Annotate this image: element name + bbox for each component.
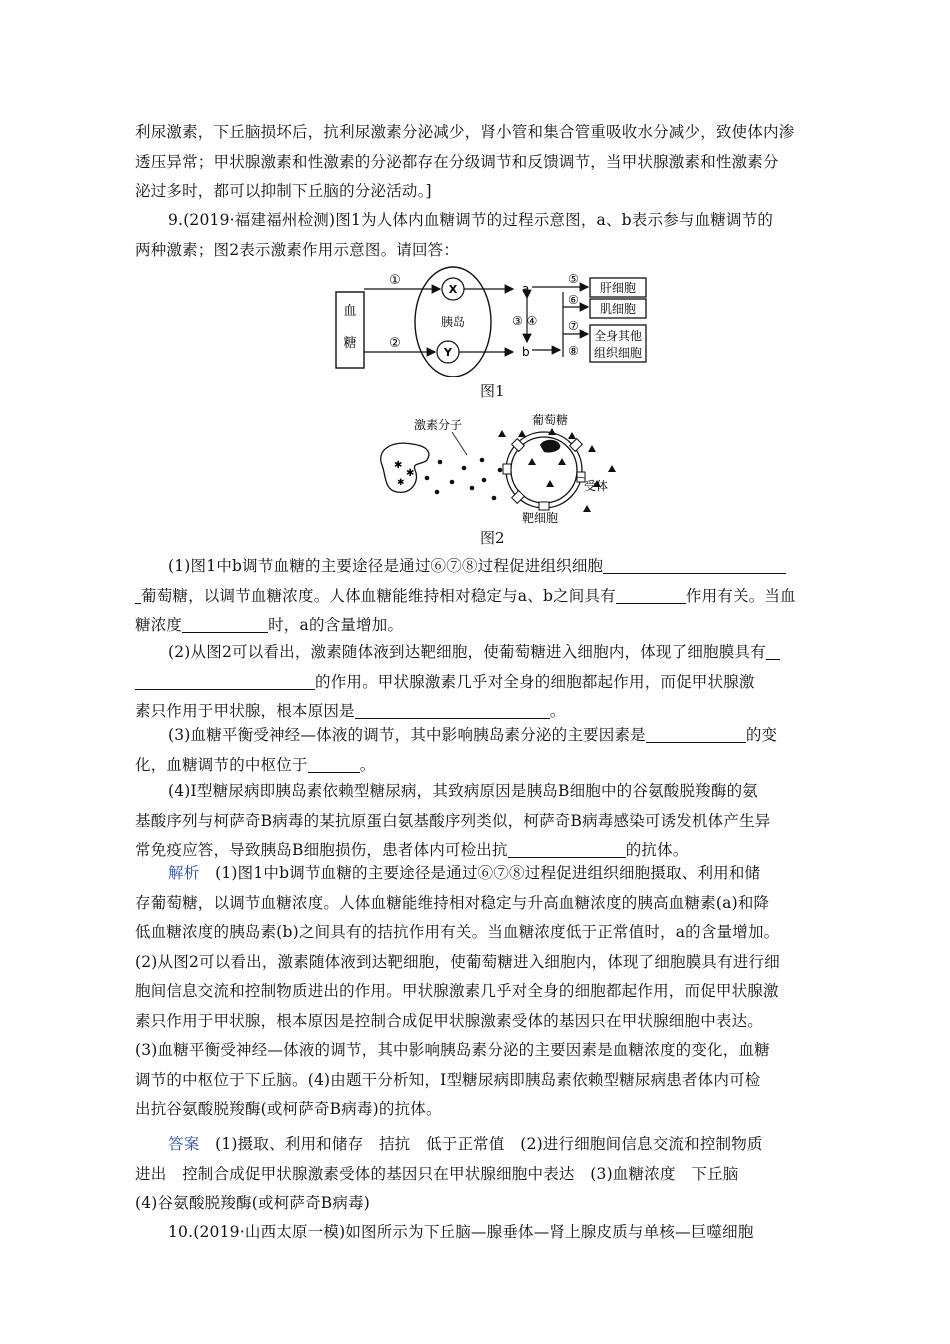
intro-paragraph bbox=[135, 118, 818, 207]
text-line: 调节的中枢位于下丘脑。(4)由题干分析知，Ⅰ型糖尿病即胰岛素依赖型糖尿病患者体内可检 bbox=[135, 1070, 761, 1089]
step-2-label: ② bbox=[389, 336, 401, 351]
text-run: 时，a的含量增加。 bbox=[268, 616, 404, 634]
answer-blank[interactable] bbox=[603, 555, 786, 574]
hormone-b-label: b bbox=[522, 345, 530, 359]
pancreas-label: 胰岛 bbox=[440, 315, 466, 329]
text-line: 9.(2019·福建福州检测)图1为人体内血糖调节的过程示意图，a、b表示参与血糖调节的 bbox=[168, 211, 774, 229]
answer-blank[interactable] bbox=[646, 724, 746, 743]
vesicle-icon: ✱ bbox=[406, 468, 415, 479]
step-7-label: ⑦ bbox=[568, 319, 579, 333]
blood-label-1: 血 bbox=[343, 304, 357, 319]
hormone-label: 激素分子 bbox=[414, 418, 463, 432]
text-line: (4)谷氨酸脱羧酶(或柯萨奇B病毒) bbox=[135, 1194, 371, 1212]
secreting-cell bbox=[381, 443, 429, 492]
answer-blank[interactable] bbox=[355, 700, 550, 719]
text-run: 糖浓度 bbox=[135, 616, 183, 634]
sub-question-4 bbox=[135, 777, 818, 866]
answer-blank[interactable] bbox=[766, 641, 780, 660]
text-run: 。 bbox=[549, 702, 566, 720]
receptor-label: 受体 bbox=[584, 479, 609, 493]
target-cell-label: 靶细胞 bbox=[522, 511, 559, 525]
hormone-molecules bbox=[425, 458, 503, 501]
sub-question-1 bbox=[135, 552, 818, 641]
text-line: 低血糖浓度的胰岛素(b)之间具有的拮抗作用有关。当血糖浓度低于正常值时，a的含量增加。 bbox=[135, 923, 780, 941]
text-line bbox=[135, 638, 818, 668]
text-run: 素只作用于甲状腺，根本原因是 bbox=[135, 702, 355, 720]
vesicle-icon: ✱ bbox=[394, 460, 403, 471]
text-run: (1)图1中b调节血糖的主要途径是通过⑥⑦⑧过程促进组织细胞 bbox=[168, 557, 604, 575]
step-6-label: ⑥ bbox=[568, 293, 579, 307]
analysis-label: 解析 bbox=[168, 864, 200, 882]
text-line: 两种激素；图2表示激素作用示意图。请回答： bbox=[135, 240, 460, 259]
text-line: 进出 控制合成促甲状腺激素受体的基因只在甲状腺细胞中表达 (3)血糖浓度 下丘脑 bbox=[135, 1164, 739, 1183]
text-line: 素只作用于甲状腺，根本原因是控制合成促甲状腺激素受体的基因只在甲状腺细胞中表达。 bbox=[135, 1011, 764, 1030]
text-line: (4)Ⅰ型糖尿病即胰岛素依赖型糖尿病，其致病原因是胰岛B细胞中的谷氨酸脱羧酶的氨 bbox=[168, 782, 758, 800]
blood-label-2: 糖 bbox=[343, 336, 357, 351]
text-line: (3)血糖平衡受神经—体液的调节，其中影响胰岛素分泌的主要因素是血糖浓度的变化，血糖 bbox=[135, 1041, 770, 1059]
figure-1-diagram bbox=[330, 262, 655, 377]
step-8-label: ⑧ bbox=[568, 344, 579, 358]
text-line bbox=[135, 751, 818, 781]
answer-label: 答案 bbox=[168, 1135, 200, 1153]
cell-x-label: X bbox=[448, 283, 458, 296]
text-run: (3)血糖平衡受神经—体液的调节，其中影响胰岛素分泌的主要因素是 bbox=[168, 726, 646, 744]
text-line: (2)从图2可以看出，激素随体液到达靶细胞，使葡萄糖进入细胞内，体现了细胞膜具有进行细 bbox=[135, 952, 780, 971]
step-1-label: ① bbox=[389, 273, 401, 288]
other-cells-label-1: 全身其他 bbox=[593, 329, 643, 343]
answer-blank[interactable] bbox=[308, 754, 360, 773]
question-10 bbox=[135, 1218, 818, 1248]
sub-question-2 bbox=[135, 638, 818, 727]
question-9 bbox=[135, 206, 818, 265]
text-line: 利尿激素，下丘脑损坏后，抗利尿激素分泌减少，肾小管和集合管重吸收水分减少，致使体内渗 bbox=[135, 123, 795, 141]
text-line bbox=[135, 721, 818, 751]
figure-2-diagram bbox=[372, 410, 622, 525]
answer-blank[interactable] bbox=[135, 671, 315, 690]
hormone-a-label: a bbox=[522, 282, 530, 296]
analysis-section bbox=[135, 859, 818, 1125]
text-line: 出抗谷氨酸脱羧酶(或柯萨奇B病毒)的抗体。 bbox=[135, 1100, 442, 1118]
text-run: (1)摄取、利用和储存 拮抗 低于正常值 (2)进行细胞间信息交流和控制物质 bbox=[215, 1135, 763, 1153]
text-run: 化，血糖调节的中枢位于 bbox=[135, 755, 308, 774]
glucose-label: 葡萄糖 bbox=[532, 413, 569, 427]
text-run: 的作用。甲状腺激素几乎对全身的细胞都起作用，而促甲状腺激 bbox=[315, 672, 755, 691]
text-line bbox=[135, 552, 818, 582]
text-line bbox=[135, 611, 818, 641]
text-line: 泌过多时，都可以抑制下丘脑的分泌活动。] bbox=[135, 182, 432, 200]
figure-2-caption: 图2 bbox=[480, 529, 505, 547]
text-line bbox=[135, 582, 818, 612]
text-line bbox=[135, 668, 818, 698]
text-run: 。 bbox=[359, 755, 376, 774]
answer-blank[interactable] bbox=[182, 614, 268, 633]
muscle-cell-label: 肌细胞 bbox=[599, 302, 637, 316]
figure-1-caption: 图1 bbox=[480, 382, 505, 400]
sub-question-3 bbox=[135, 721, 818, 780]
text-run: (1)图1中b调节血糖的主要途径是通过⑥⑦⑧过程促进组织细胞摄取、利用和储 bbox=[215, 864, 761, 882]
text-run: 作用有关。当血 bbox=[685, 586, 796, 605]
text-line: 10.(2019·山西太原一模)如图所示为下丘脑—腺垂体—肾上腺皮质与单核—巨噬细胞 bbox=[168, 1223, 754, 1241]
text-run: 的抗体。 bbox=[625, 841, 689, 859]
text-run: 葡萄糖，以调节血糖浓度。人体血糖能维持相对稳定与a、b之间具有 bbox=[141, 586, 616, 605]
receptor-complex bbox=[540, 440, 560, 453]
steps-3-4-label: ③ ④ bbox=[512, 314, 538, 328]
text-line bbox=[135, 859, 818, 889]
liver-cell-label: 肝细胞 bbox=[599, 281, 637, 295]
other-cells-label-2: 组织细胞 bbox=[593, 346, 643, 360]
text-run: 常免疫应答，导致胰岛B细胞损伤，患者体内可检出抗 bbox=[135, 841, 508, 859]
vesicle-icon: ✱ bbox=[397, 478, 405, 488]
text-line: 存葡萄糖，以调节血糖浓度。人体血糖能维持相对稳定与升高血糖浓度的胰高血糖素(a)和降 bbox=[135, 893, 770, 912]
text-line bbox=[135, 1130, 818, 1160]
answer-blank[interactable] bbox=[508, 839, 626, 858]
answer-blank[interactable] bbox=[616, 585, 686, 604]
text-line: 透压异常；甲状腺激素和性激素的分泌都存在分级调节和反馈调节，当甲状腺激素和性激素分 bbox=[135, 152, 779, 171]
step-5-label: ⑤ bbox=[568, 272, 579, 286]
text-run: 的变 bbox=[745, 726, 778, 744]
text-line: 胞间信息交流和控制物质进出的作用。甲状腺激素几乎对全身的细胞都起作用，而促甲状腺激 bbox=[135, 982, 779, 1000]
cell-y-label: Y bbox=[444, 346, 452, 359]
answer-section bbox=[135, 1130, 818, 1219]
text-run: (2)从图2可以看出，激素随体液到达靶细胞，使葡萄糖进入细胞内，体现了细胞膜具有 bbox=[168, 643, 766, 661]
text-line: 基酸序列与柯萨奇B病毒的某抗原蛋白氨基酸序列类似，柯萨奇B病毒感染可诱发机体产生异 bbox=[135, 811, 771, 830]
